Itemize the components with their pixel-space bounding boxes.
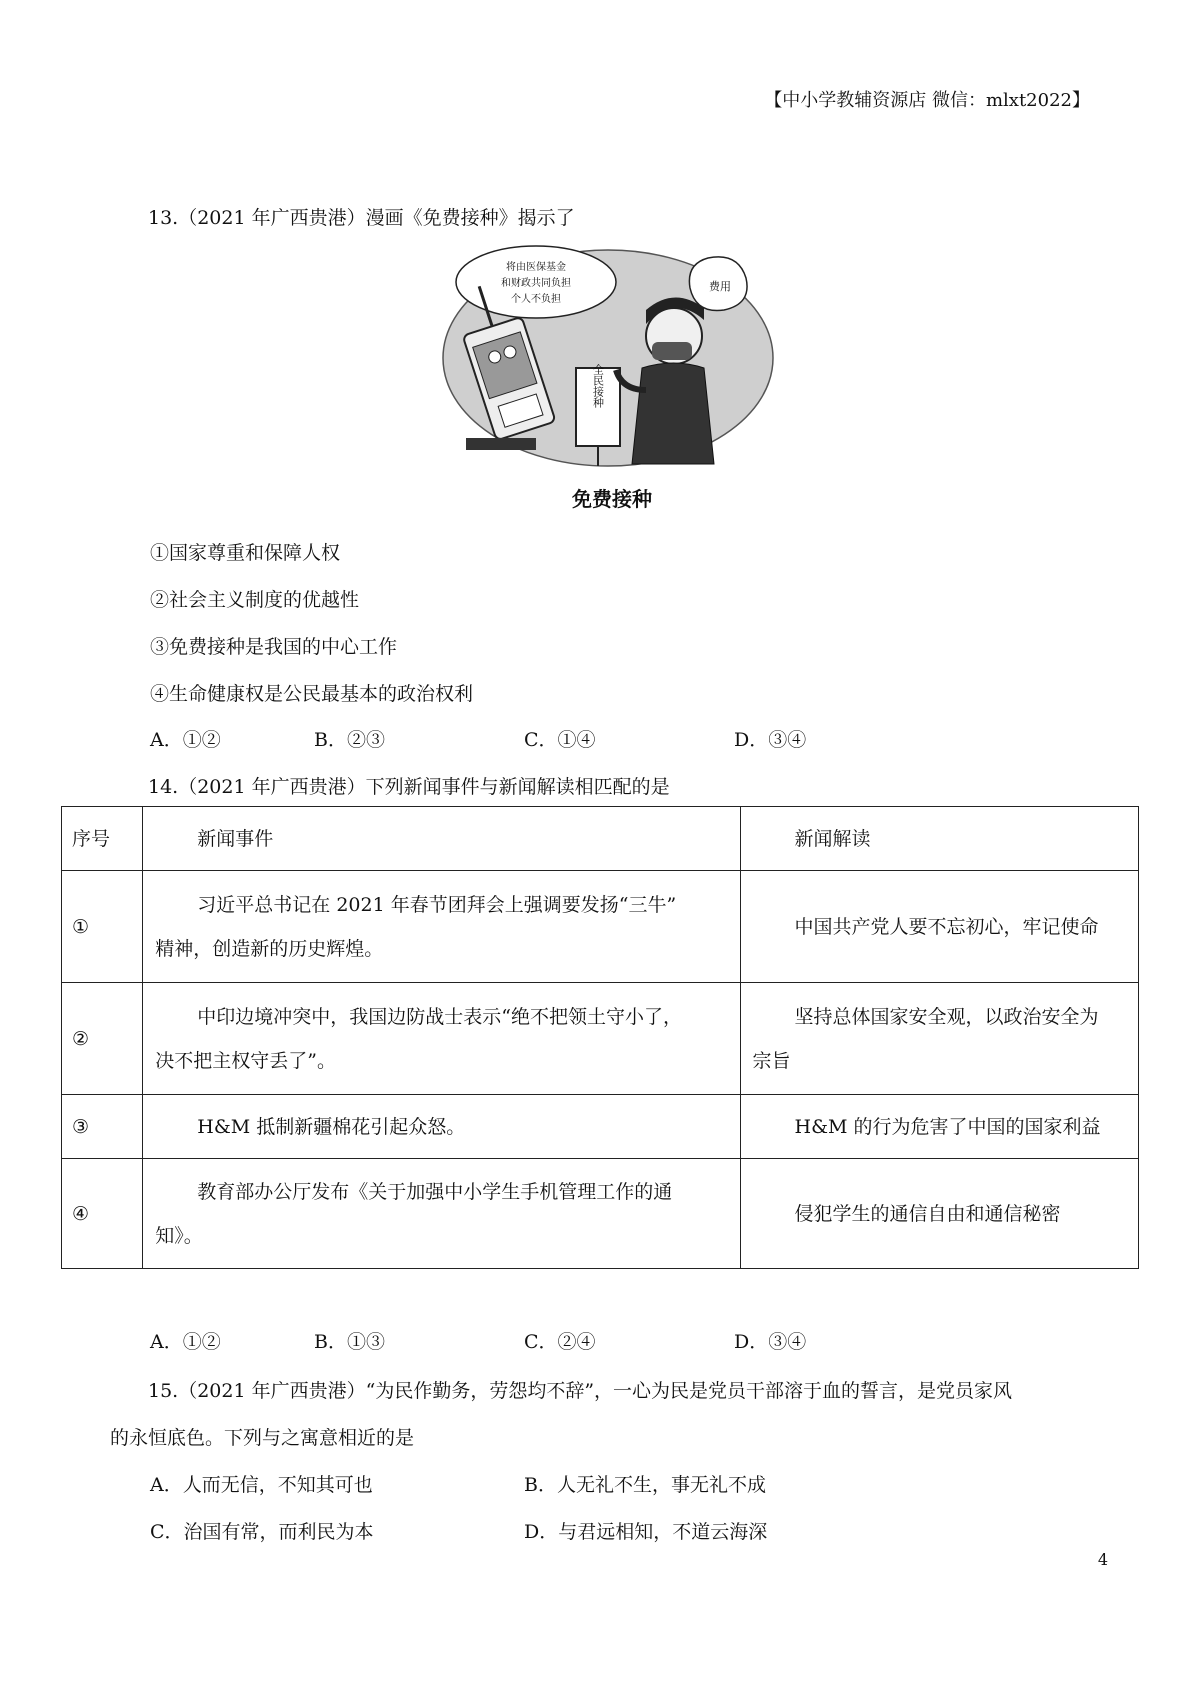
option-a[interactable]: A．①② <box>150 1331 221 1353</box>
question-13-options <box>150 725 806 752</box>
row-interpretation-line-1: 坚持总体国家安全观，以政治安全为 <box>794 1005 1099 1028</box>
question-13-stem: 13.（2021 年广西贵港）漫画《免费接种》揭示了 <box>148 207 575 229</box>
row-event-line-1: 中印边境冲突中，我国边防战士表示“绝不把领土守小了， <box>197 1005 683 1028</box>
question-15-options-row-1 <box>150 1470 766 1497</box>
row-event-line-2: 知》。 <box>155 1224 203 1247</box>
question-14-stem: 14.（2021 年广西贵港）下列新闻事件与新闻解读相匹配的是 <box>148 776 670 798</box>
option-b[interactable]: B．人无礼不生，事无礼不成 <box>524 1474 766 1496</box>
row-number: ③ <box>62 1095 143 1159</box>
row-interpretation-line-1: 侵犯学生的通信自由和通信秘密 <box>794 1202 1061 1225</box>
row-event-line-1: H&M 抵制新疆棉花引起众怒。 <box>197 1115 466 1138</box>
option-b[interactable]: B．①③ <box>314 1331 385 1353</box>
option-a[interactable]: A．①② <box>150 729 221 751</box>
speech-bubble-line-1: 将由医保基金 <box>506 262 566 273</box>
row-event-line-2: 精神，创造新的历史辉煌。 <box>155 937 384 960</box>
question-15-stem-line-2: 的永恒底色。下列与之寓意相近的是 <box>110 1427 415 1449</box>
row-event-line-1: 习近平总书记在 2021 年春节团拜会上强调要发扬“三牛” <box>197 893 677 916</box>
page-number: 4 <box>1097 1550 1108 1569</box>
option-d[interactable]: D．③④ <box>734 729 807 751</box>
cartoon-caption: 免费接种 <box>572 487 652 511</box>
row-interpretation <box>740 871 1139 983</box>
header-event-label: 新闻事件 <box>197 827 274 850</box>
cartoon-sign-text: 全民接种 <box>591 364 605 408</box>
row-number: ① <box>62 871 143 983</box>
speech-bubble-line-3: 个人不负担 <box>511 294 561 305</box>
header-interpretation-label: 新闻解读 <box>794 827 871 850</box>
option-c[interactable]: C．①④ <box>524 729 596 751</box>
statement-1: ①国家尊重和保障人权 <box>150 542 341 564</box>
statement-3: ③免费接种是我国的中心工作 <box>150 636 398 658</box>
header-number: 序号 <box>62 807 143 871</box>
table-row <box>62 1159 1139 1269</box>
row-interpretation-line-1: 中国共产党人要不忘初心，牢记使命 <box>794 915 1099 938</box>
table-row <box>62 1095 1139 1159</box>
row-event-line-2: 决不把主权守丢了”。 <box>155 1049 337 1072</box>
table-row <box>62 983 1139 1095</box>
option-a[interactable]: A．人而无信，不知其可也 <box>150 1474 373 1496</box>
row-event <box>143 871 740 983</box>
option-b[interactable]: B．②③ <box>314 729 385 751</box>
row-number: ② <box>62 983 143 1095</box>
header-interpretation <box>740 807 1139 871</box>
row-event <box>143 1159 740 1269</box>
row-event-line-1: 教育部办公厅发布《关于加强中小学生手机管理工作的通 <box>197 1180 673 1203</box>
table-row <box>62 871 1139 983</box>
question-15-options-row-2 <box>150 1517 767 1544</box>
cost-bubble-text: 费用 <box>709 280 731 293</box>
row-event <box>143 1095 740 1159</box>
cartoon-image <box>436 240 776 520</box>
question-15-stem-line-1: 15.（2021 年广西贵港）“为民作勤务，劳怨均不辞”，一心为民是党员干部溶于血的誓言，是党员家风 <box>148 1380 1013 1402</box>
option-c[interactable]: C．治国有常，而利民为本 <box>150 1521 374 1543</box>
row-interpretation <box>740 983 1139 1095</box>
row-interpretation <box>740 1095 1139 1159</box>
header-note: 【中小学教辅资源店 微信：mlxt2022】 <box>764 90 1090 111</box>
question-14-options <box>150 1327 806 1354</box>
row-interpretation-line-2: 宗旨 <box>752 1049 791 1072</box>
row-interpretation <box>740 1159 1139 1269</box>
statement-2: ②社会主义制度的优越性 <box>150 589 360 611</box>
row-interpretation-line-1: H&M 的行为危害了中国的国家利益 <box>794 1115 1101 1138</box>
option-c[interactable]: C．②④ <box>524 1331 596 1353</box>
news-table <box>61 806 1139 1269</box>
header-event <box>143 807 740 871</box>
statement-4: ④生命健康权是公民最基本的政治权利 <box>150 683 474 705</box>
option-d[interactable]: D．与君远相知，不道云海深 <box>524 1521 768 1543</box>
option-d[interactable]: D．③④ <box>734 1331 807 1353</box>
table-header-row <box>62 807 1139 871</box>
row-number: ④ <box>62 1159 143 1269</box>
row-event <box>143 983 740 1095</box>
speech-bubble-line-2: 和财政共同负担 <box>501 278 571 289</box>
